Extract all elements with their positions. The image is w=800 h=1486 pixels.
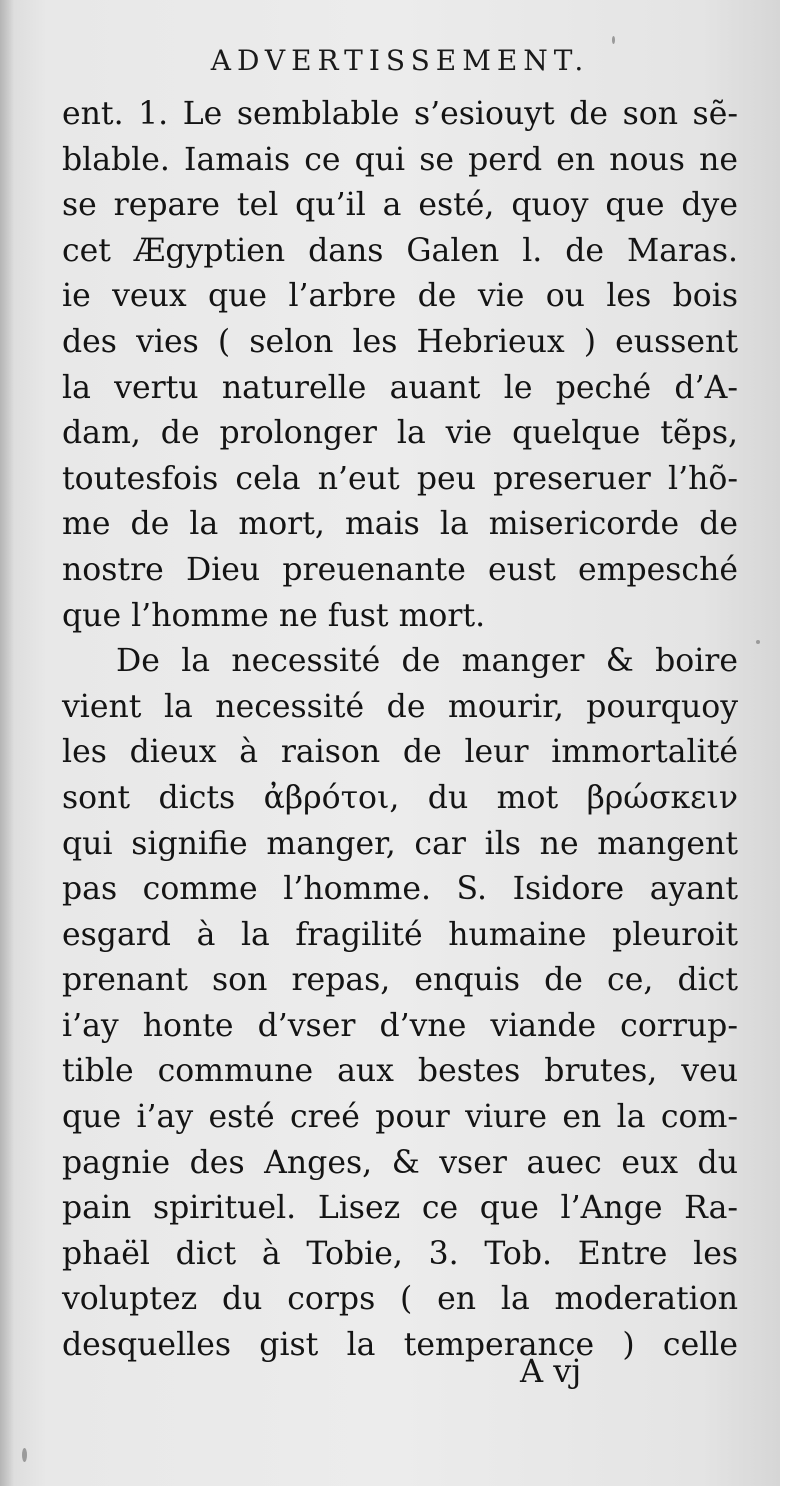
text-line: me de la mort, mais la misericorde de — [62, 506, 738, 543]
text-line: ie veux que l’arbre de vie ou les bois — [62, 278, 738, 315]
page-margin — [780, 0, 800, 1486]
text-line: qui signifie manger, car ils ne mangent — [62, 825, 738, 862]
text-line: que i’ay esté creé pour viure en la com- — [62, 1099, 738, 1136]
paper-speck — [22, 1448, 27, 1462]
text-line: desquelles gist la temperance ) celle — [62, 1327, 738, 1364]
text-line: phaël dict à Tobie, 3. Tob. Entre les — [62, 1235, 738, 1272]
text-line: nostre Dieu preuenante eust empesché — [62, 551, 738, 588]
text-line: la vertu naturelle auant le peché d’A- — [62, 369, 738, 406]
text-line: ent. 1. Le semblable s’esiouyt de son sẽ- — [62, 96, 738, 132]
text-line: cet Ægyptien dans Galen l. de Maras. — [62, 232, 738, 269]
text-line: i’ay honte d’vser d’vne viande corrup- — [62, 1007, 738, 1044]
text-line: tible commune aux bestes brutes, veu — [62, 1053, 738, 1090]
running-head-text: ADVERTISSEMENT. — [210, 44, 590, 77]
text-line: blable. Iamais ce qui se perd en nous ne — [62, 141, 738, 178]
text-line: De la necessité de manger & boire — [116, 643, 738, 680]
text-line: des vies ( selon les Hebrieux ) eussent — [62, 323, 738, 360]
text-line: se repare tel qu’il a esté, quoy que dye — [62, 187, 738, 224]
text-line: les dieux à raison de leur immortalité — [62, 734, 738, 771]
text-line: esgard à la fragilité humaine pleuroit — [62, 916, 738, 953]
spine-shadow — [0, 0, 14, 1486]
text-line: sont dicts ἀβρότοι, du mot βρώσκειν — [62, 779, 738, 816]
text-line: pain spirituel. Lisez ce que l’Ange Ra- — [62, 1190, 738, 1227]
text-line: voluptez du corps ( en la moderation — [62, 1281, 738, 1318]
signature-mark: A vj — [520, 1352, 582, 1390]
text-line: pagnie des Anges, & vser auec eux du — [62, 1144, 738, 1181]
text-line: dam, de prolonger la vie quelque tẽps, — [62, 415, 738, 452]
text-line: pas comme l’homme. S. Isidore ayant — [62, 871, 738, 908]
text-line: vient la necessité de mourir, pourquoy — [62, 688, 738, 725]
body-text — [62, 92, 738, 1369]
running-head — [0, 44, 780, 77]
text-line: toutesfois cela n’eut peu preseruer l’hõ- — [62, 460, 738, 497]
text-line: prenant son repas, enquis de ce, dict — [62, 962, 738, 999]
paper-speck — [756, 640, 760, 644]
paper-speck — [612, 36, 615, 44]
text-line: que l’homme ne fust mort. — [62, 597, 486, 634]
